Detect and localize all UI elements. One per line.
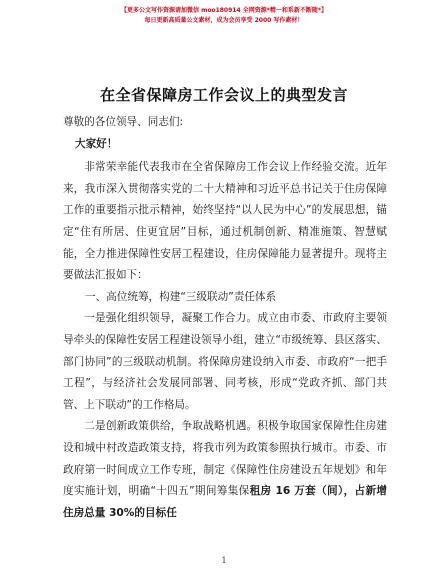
promo-banner-line-2: 每日更新高质量公文素材，成为会员享受 2000 写作素材！ [144,17,304,24]
paragraph-organization: 一是强化组织领导，凝聚工作合力。成立由市委、市政府主要领导牵头的保障性安居工程建设领导小组，建立“市级统筹、县区落实、部门协同”的三级联动机制。将保障房建设纳入市委、市政府“一把手工程”，与经济社会发展同部署、同考核，形成“党政齐抓、部门共管、上下联动”的工作格局。 [63,312,387,411]
promo-banner [0,6,448,26]
paragraph-policy [63,416,387,524]
paragraph-intro: 非常荣幸能代表我市在全省保障房工作会议上作经验交流。近年来，我市深入贯彻落实党的二十大精神和习近平总书记关于住房保障工作的重要指示批示精神，始终坚持“以人民为中心”的发展思想，锚定“住有所居、住更宜居”目标，通过机制创新、精准施策、智慧赋能，全力推进保障性安居工程建设，住房保障能力显著提升。现将主要做法汇报如下： [63,161,387,282]
paragraph-policy-emphasis: 租房 16 万套（间），占新增住房总量 30%的目标任 [63,485,387,519]
document-body [63,112,387,524]
paragraph-policy-text: 二是创新政策供给，争取战略机遇。积极争取国家保障性住房建设和城中村改造政策支持，将我市列为政策参照执行城市。市委、市政府第一时间成立工作专班，制定《保障性住房建设五年规划》和年度实施计划，明确“十四五”期间筹集保 [63,420,387,498]
greeting: 大家好！ [75,137,118,150]
page-number: 1 [221,556,227,565]
promo-banner-line-1: 【更多公文写作资源请加微信 moo180914 全网资源*精一和系新不断随*】 [121,7,327,14]
salutation: 尊敬的各位领导、同志们: [63,116,184,128]
document-title: 在全省保障房工作会议上的典型发言 [99,86,348,104]
section-heading-1: 一、高位统筹，构建“三级联动”责任体系 [85,290,277,303]
